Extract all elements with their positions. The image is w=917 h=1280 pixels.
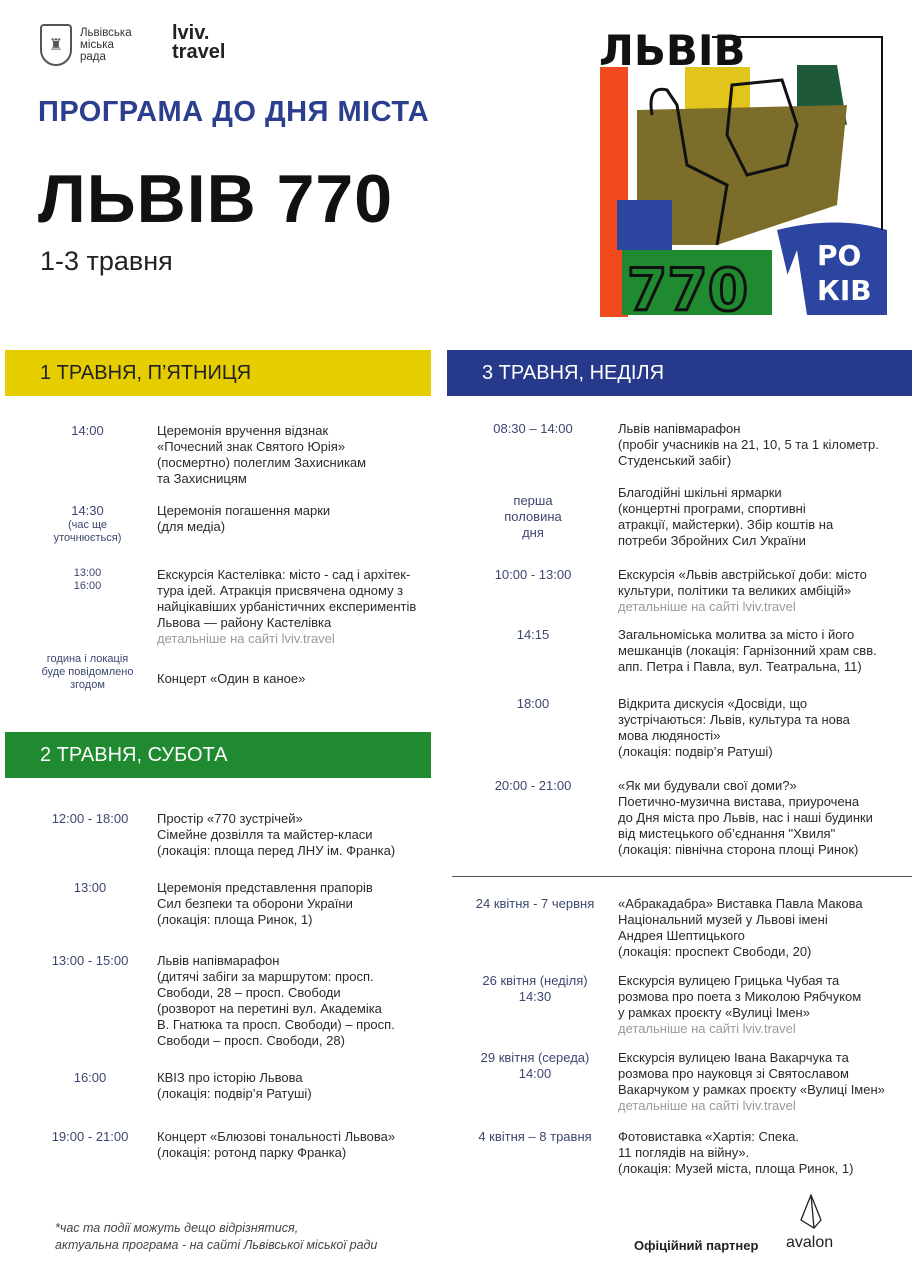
description-line: (розворот на перетині вул. Академіка (157, 1001, 382, 1016)
event-row (35, 423, 366, 487)
event-time (478, 778, 588, 858)
city-council-line: рада (80, 51, 106, 63)
event-time (478, 567, 588, 615)
event-description (618, 567, 867, 615)
description-line: Екскурсія «Львів австрійської доби: місто (618, 567, 867, 582)
event-description (157, 423, 366, 487)
event-description (157, 1129, 395, 1161)
description-line: Екскурсія вулицею Івана Вакарчука та (618, 1050, 849, 1065)
time-line: 16:00 (73, 580, 102, 592)
event-row (35, 811, 395, 859)
event-description (157, 503, 330, 545)
event-time (35, 1129, 145, 1161)
logo-line: lviv. (172, 22, 210, 44)
event-description (618, 696, 850, 760)
description-line: КВІЗ про історію Львова (157, 1070, 303, 1085)
description-line: Національний музей у Львові імені (618, 912, 828, 927)
event-row (35, 1070, 312, 1102)
logo-line: travel (172, 41, 226, 63)
artwork-years: КІВ (817, 274, 872, 307)
event-row (478, 485, 834, 549)
description-line: до Дня міста про Львів, нас і наші будинки (618, 810, 873, 825)
description-line: (локація: північна сторона площі Ринок) (618, 842, 859, 857)
description-line: Загальноміська молитва за місто і його (618, 627, 855, 642)
description-line: мешканців (локація: Гарнізонний храм свв. (618, 643, 877, 658)
disclaimer (55, 1220, 377, 1254)
event-row (470, 1050, 885, 1114)
city-council-line: міська (80, 39, 114, 51)
event-dates: 1-3 травня (40, 246, 173, 276)
artwork-years: РО (817, 239, 862, 272)
description-line: (пробіг учасників на 21, 10, 5 та 1 кілометр. (618, 437, 879, 452)
description-line: «Почесний знак Святого Юрія» (157, 439, 346, 454)
description-line: (посмертно) полеглим Захисникам (157, 455, 367, 470)
description-line: Церемонія представлення прапорів (157, 880, 373, 895)
day-header-may-3: 3 ТРАВНЯ, НЕДІЛЯ (447, 350, 912, 396)
description-line: Сил безпеки та оборони України (157, 896, 353, 911)
description-line: Поетично-музична вистава, приурочена (618, 794, 860, 809)
disclaimer-line: актуальна програма - на сайті Львівської міської ради (55, 1238, 378, 1252)
description-line: В. Гнатюка та просп. Свободи) – просп. (157, 1017, 395, 1032)
description-line: Фотовиставка «Хартія: Спека. (618, 1129, 799, 1144)
description-line: Львів напівмарафон (157, 953, 280, 968)
event-time (35, 811, 145, 859)
description-line: (локація: подвір’я Ратуші) (157, 1086, 312, 1101)
event-time (470, 896, 600, 960)
time-line: перша (513, 493, 553, 508)
time-line: згодом (70, 679, 105, 691)
event-time (478, 421, 588, 469)
event-description (157, 1070, 312, 1102)
time-line: 24 квітня - 7 червня (475, 896, 595, 911)
description-line: Сімейне дозвілля та майстер-класи (157, 827, 373, 842)
event-time (35, 567, 140, 647)
time-line: 14:30 (518, 989, 552, 1004)
event-row (35, 567, 416, 647)
description-line: Екскурсія вулицею Грицька Чубая та (618, 973, 840, 988)
time-line: година і локація (46, 653, 129, 665)
details-link[interactable]: детальніше на сайті lviv.travel (618, 599, 796, 614)
description-line: розмова про науковця зі Святославом (618, 1066, 849, 1081)
description-line: (локація: подвір’я Ратуші) (618, 744, 773, 759)
program-subtitle: ПРОГРАМА ДО ДНЯ МІСТА (38, 96, 430, 128)
description-line: Львова — району Кастелівка (157, 615, 332, 630)
description-line: та Захисницям (157, 471, 247, 486)
lviv-travel-logo (172, 24, 225, 62)
description-line: Вакарчуком у рамках проєкту «Вулиці Імен» (618, 1082, 885, 1097)
page-title: ЛЬВІВ 770 (38, 161, 394, 237)
description-line: Концерт «Блюзові тональності Львова» (157, 1129, 396, 1144)
event-row (478, 567, 867, 615)
details-link[interactable]: детальніше на сайті lviv.travel (157, 631, 335, 646)
time-line: 12:00 - 18:00 (51, 811, 129, 826)
time-line: 13:00 - 15:00 (51, 953, 129, 968)
time-line: 16:00 (73, 1070, 107, 1085)
city-council-logo (40, 24, 132, 66)
event-description (618, 1129, 853, 1177)
time-line: 20:00 - 21:00 (494, 778, 572, 793)
details-link[interactable]: детальніше на сайті lviv.travel (618, 1098, 796, 1113)
event-description (157, 567, 416, 647)
event-row (35, 953, 395, 1049)
time-line: уточнюється) (53, 532, 122, 544)
partner-label: Офіційний партнер (634, 1238, 759, 1253)
description-line: потреби Збройних Сил України (618, 533, 806, 548)
description-line: (локація: площа Ринок, 1) (157, 912, 313, 927)
event-row (470, 1129, 853, 1177)
description-line: апп. Петра і Павла, вул. Театральна, 11) (618, 659, 862, 674)
description-line: Андрея Шептицького (618, 928, 745, 943)
description-line: культури, політики та великих амбіцій» (618, 583, 852, 598)
description-line: атракції, майстерки). Збір коштів на (618, 517, 834, 532)
description-line: Відкрита дискусія «Досвіди, що (618, 696, 808, 711)
time-line: буде повідомлено (41, 666, 134, 678)
description-line: (локація: Музей міста, площа Ринок, 1) (618, 1161, 854, 1176)
time-line: 4 квітня – 8 травня (478, 1129, 592, 1144)
disclaimer-line: *час та події можуть дещо відрізнятися, (55, 1221, 299, 1235)
description-line: Львів напівмарафон (618, 421, 741, 436)
time-line: 29 квітня (середа) (480, 1050, 590, 1065)
artwork-title: ЛЬВІВ (599, 26, 746, 75)
event-time (470, 973, 600, 1037)
city-council-line: Львівська (80, 27, 132, 39)
event-row (470, 896, 863, 960)
event-description (157, 953, 395, 1049)
lviv-770-artwork (597, 15, 897, 320)
event-row (35, 653, 306, 692)
event-time (470, 1129, 600, 1177)
time-line: 14:15 (516, 627, 550, 642)
section-divider (452, 876, 912, 877)
partner-name: avalon (786, 1234, 834, 1251)
description-line: (локація: ротонд парку Франка) (157, 1145, 347, 1160)
time-line: половина (504, 509, 562, 524)
description-line: Благодійні шкільні ярмарки (618, 485, 782, 500)
time-line: 10:00 - 13:00 (494, 567, 572, 582)
event-time (35, 653, 140, 692)
event-description (618, 778, 873, 858)
event-time (35, 953, 145, 1049)
event-row (478, 778, 873, 858)
time-line: 14:00 (71, 423, 104, 438)
description-line: Свободи – просп. Свободи, 28) (157, 1033, 345, 1048)
event-row (35, 1129, 395, 1161)
description-line: (дитячі забіги за маршрутом: просп. (157, 969, 374, 984)
avalon-logo-icon (798, 1194, 824, 1230)
description-line: мова людяності» (618, 728, 721, 743)
event-description (157, 671, 305, 692)
description-line: тура ідей. Атракція присвячена одному з (157, 583, 404, 598)
description-line: (концертні програми, спортивні (618, 501, 806, 516)
details-link[interactable]: детальніше на сайті lviv.travel (618, 1021, 796, 1036)
event-description (618, 973, 861, 1037)
description-line: Концерт «Один в каное» (157, 671, 306, 686)
description-line: (локація: площа перед ЛНУ ім. Франка) (157, 843, 396, 858)
time-line: 13:00 (73, 567, 102, 579)
event-description (618, 1050, 885, 1114)
time-line: дня (522, 525, 544, 540)
description-line: «Як ми будували свої доми?» (618, 778, 797, 793)
event-time (478, 696, 588, 760)
event-description (618, 485, 833, 549)
description-line: Церемонія погашення марки (157, 503, 331, 518)
event-time (35, 880, 145, 928)
description-line: Церемонія вручення відзнак (157, 423, 329, 438)
event-description (157, 811, 395, 859)
event-row (478, 421, 879, 469)
day-header-may-1: 1 ТРАВНЯ, П’ЯТНИЦЯ (5, 350, 431, 396)
description-line: Екскурсія Кастелівка: місто - сад і архітек- (157, 567, 411, 582)
time-line: 18:00 (516, 696, 550, 711)
time-line: 13:00 (73, 880, 107, 895)
artwork-number: 770 (627, 256, 749, 320)
description-line: найцікавіших урбаністичних експериментів (157, 599, 417, 614)
description-line: (локація: проспект Свободи, 20) (618, 944, 812, 959)
time-line: 19:00 - 21:00 (51, 1129, 129, 1144)
event-description (157, 880, 373, 928)
coat-of-arms-icon: ♜ (40, 24, 72, 66)
time-line: 26 квітня (неділя) (482, 973, 588, 988)
day-header-may-2: 2 ТРАВНЯ, СУБОТА (5, 732, 431, 778)
description-line: (для медіа) (157, 519, 226, 534)
event-time (478, 627, 588, 675)
description-line: розмова про поета з Миколою Рябчуком (618, 989, 862, 1004)
event-time (35, 1070, 145, 1102)
event-time (35, 503, 140, 545)
time-line: 14:00 (518, 1066, 552, 1081)
description-line: «Абракадабра» Виставка Павла Макова (618, 896, 863, 911)
time-line: 14:30 (71, 503, 104, 518)
event-time (35, 423, 140, 487)
description-line: Свободи, 28 – просп. Свободи (157, 985, 341, 1000)
description-line: у рамках проєкту «Вулиці Імен» (618, 1005, 810, 1020)
time-line: 08:30 – 14:00 (493, 421, 573, 436)
description-line: від мистецького об’єднання "Хвиля" (618, 826, 836, 841)
event-row (35, 503, 330, 545)
event-description (618, 627, 877, 675)
time-line: (час ще (67, 519, 108, 531)
description-line: зустрічаються: Львів, культура та нова (618, 712, 850, 727)
event-time (470, 1050, 600, 1114)
event-description (618, 421, 879, 469)
description-line: Простір «770 зустрічей» (157, 811, 303, 826)
event-row (478, 696, 850, 760)
description-line: Студенський забіг) (618, 453, 732, 468)
event-description (618, 896, 863, 960)
event-row (470, 973, 861, 1037)
event-row (35, 880, 373, 928)
event-row (478, 627, 877, 675)
event-time (478, 493, 588, 549)
description-line: 11 поглядів на війну». (618, 1145, 750, 1160)
